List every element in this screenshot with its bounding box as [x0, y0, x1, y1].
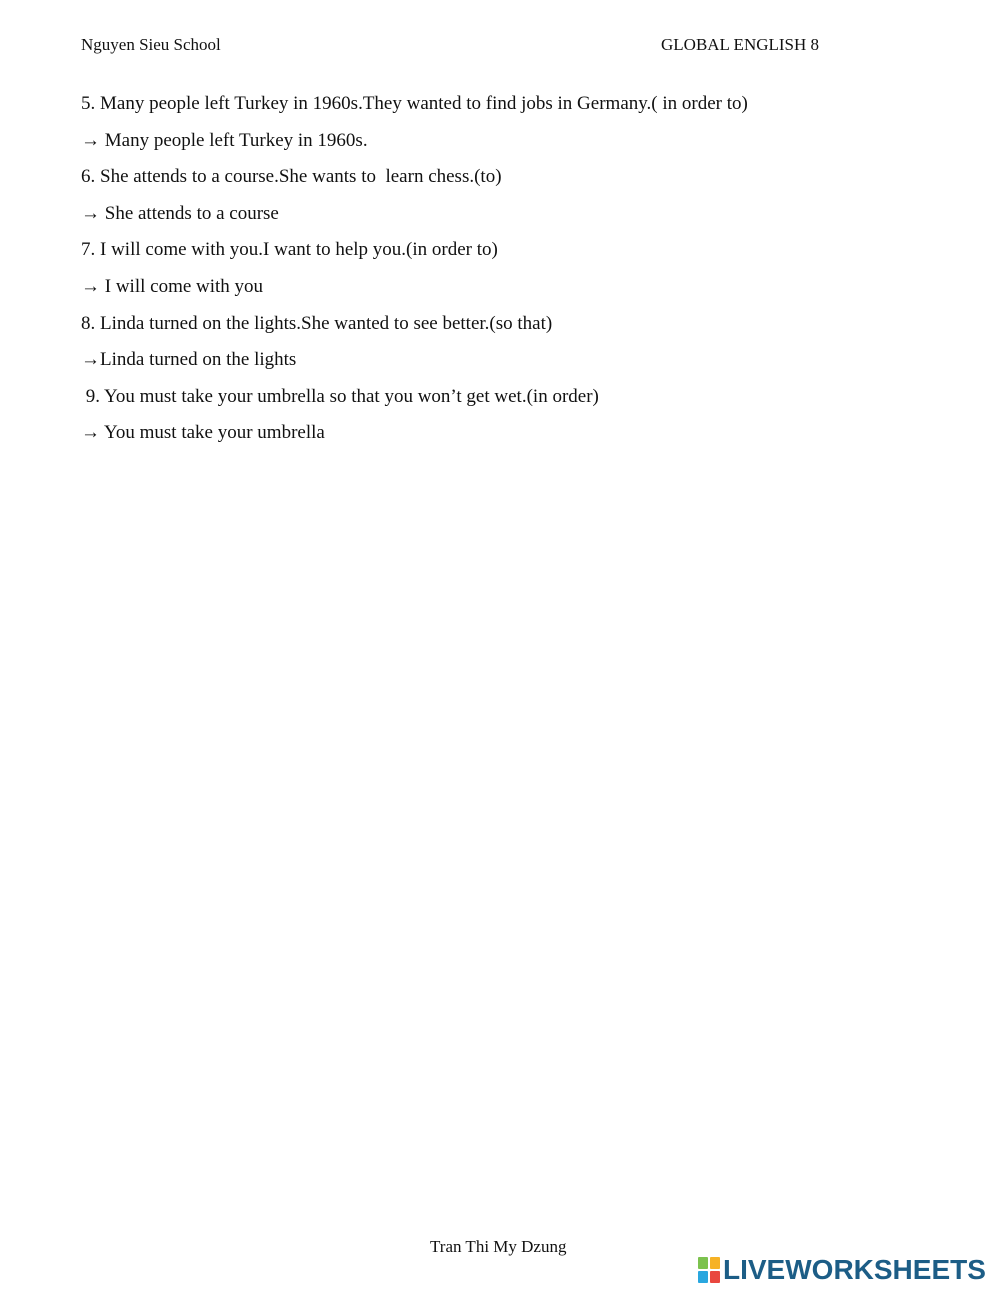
- question-8: 8. Linda turned on the lights.She wanted to see better.(so that): [81, 312, 553, 334]
- liveworksheets-logo-icon: [698, 1257, 720, 1283]
- question-7: 7. I will come with you.I want to help you.(in order to): [81, 239, 498, 261]
- answer-9: → You must take your umbrella: [81, 422, 325, 444]
- exercise-list: [81, 91, 748, 457]
- answer-5: → Many people left Turkey in 1960s.: [81, 129, 368, 151]
- answer-8: →Linda turned on the lights: [81, 349, 297, 371]
- footer-author: Tran Thi My Dzung: [430, 1237, 567, 1256]
- liveworksheets-brand[interactable]: [698, 1255, 986, 1285]
- answer-7: → I will come with you: [81, 275, 264, 297]
- answer-6: → She attends to a course: [81, 202, 279, 224]
- header-course: GLOBAL ENGLISH 8: [661, 35, 820, 54]
- header-school: Nguyen Sieu School: [81, 35, 221, 54]
- brand-name: LIVEWORKSHEETS: [723, 1254, 986, 1285]
- question-5: 5. Many people left Turkey in 1960s.They wanted to find jobs in Germany.( in order to): [81, 93, 748, 114]
- question-9: 9. You must take your umbrella so that you won’t get wet.(in order): [81, 385, 599, 407]
- question-6: 6. She attends to a course.She wants to learn chess.(to): [81, 166, 502, 188]
